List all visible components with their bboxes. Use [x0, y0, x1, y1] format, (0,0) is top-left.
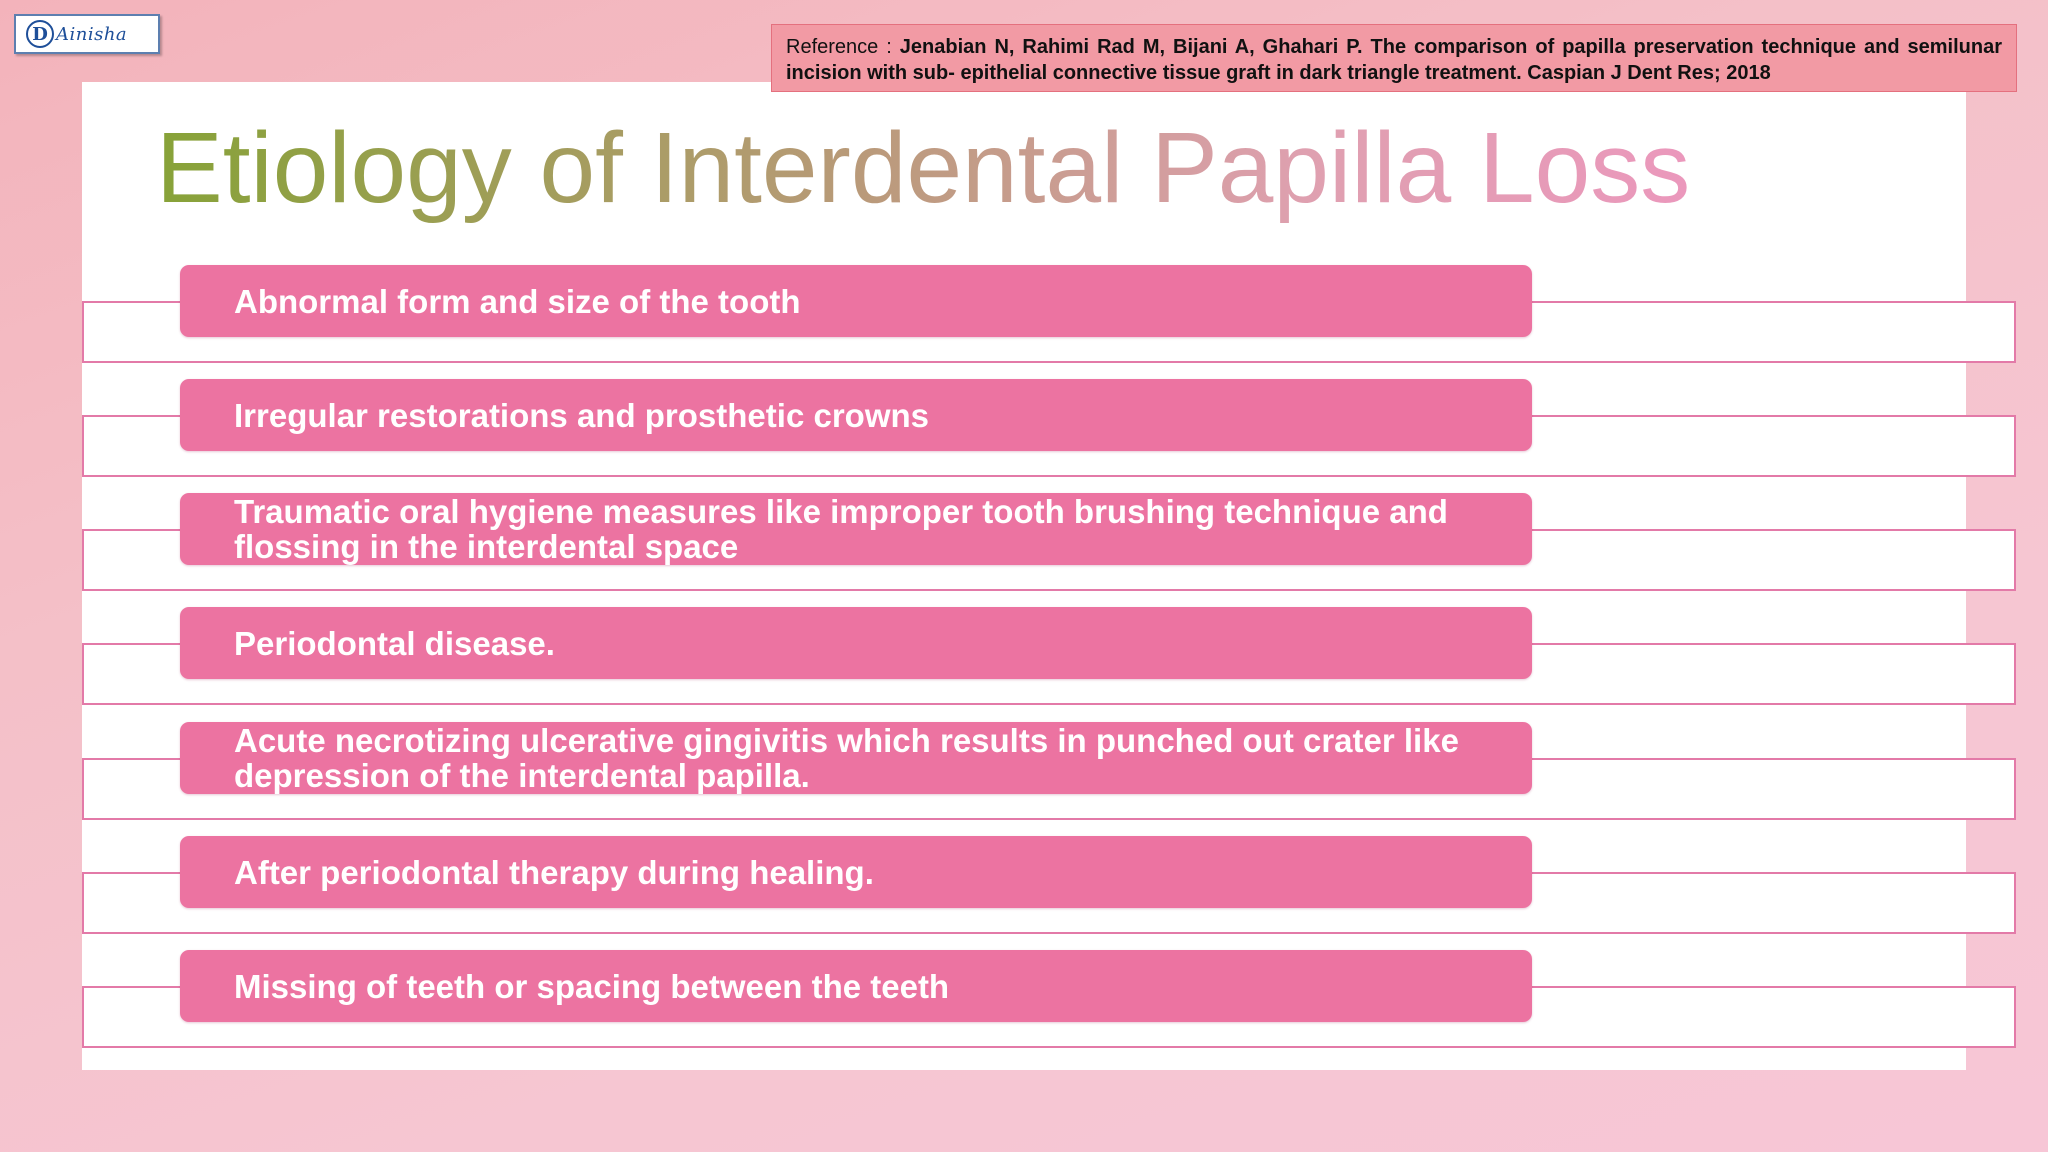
logo-text: Ainisha: [56, 23, 128, 45]
list-item: Irregular restorations and prosthetic crowns: [180, 379, 1532, 451]
reference-box: [771, 24, 2017, 92]
logo: [14, 14, 160, 54]
list-item: After periodontal therapy during healing.: [180, 836, 1532, 908]
list-item: Missing of teeth or spacing between the teeth: [180, 950, 1532, 1022]
page-title: Etiology of Interdental Papilla Loss: [156, 108, 1690, 228]
list-item: Acute necrotizing ulcerative gingivitis which results in punched out crater like depression of the interdental papilla.: [180, 722, 1532, 794]
logo-mark: D: [26, 20, 54, 48]
list-item: Periodontal disease.: [180, 607, 1532, 679]
list-item: Abnormal form and size of the tooth: [180, 265, 1532, 337]
reference-label: Reference :: [786, 36, 900, 58]
reference-text: Jenabian N, Rahimi Rad M, Bijani A, Ghahari P. The comparison of papilla preservation technique and semilunar incision with sub- epithelial connective tissue graft in dark triangle treatment. Caspian J Dent Res; 2018: [786, 36, 2002, 84]
list-item: Traumatic oral hygiene measures like improper tooth brushing technique and flossing in the interdental space: [180, 493, 1532, 565]
